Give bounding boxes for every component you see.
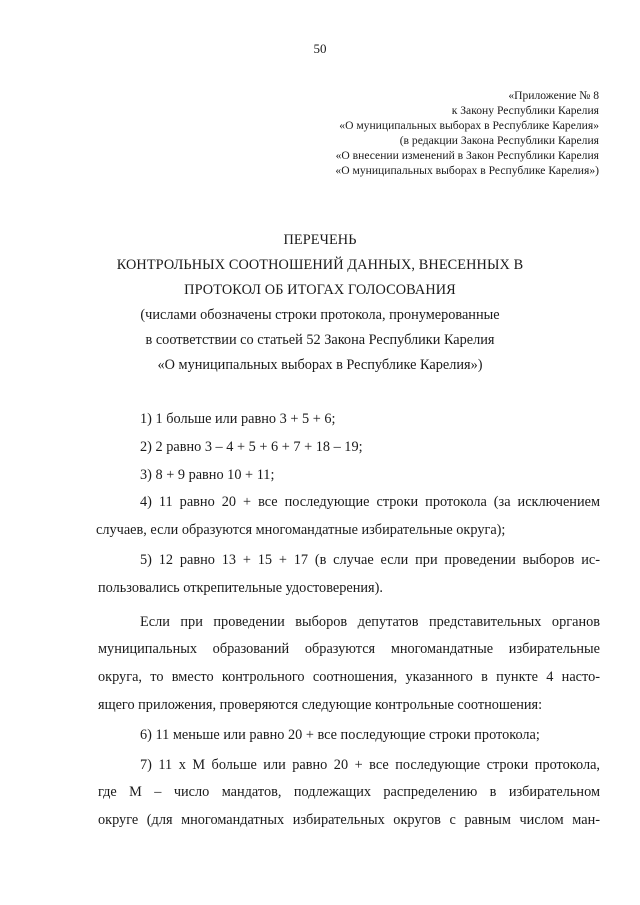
item-text: 5) 12 равно 13 + 15 + 17 (в случае если при проведении выборов ис- [140,551,600,568]
heading-note-line: (числами обозначены строки протокола, пронумерованные [140,307,500,323]
heading-title-line: КОНТРОЛЬНЫХ СООТНОШЕНИЙ ДАННЫХ, ВНЕСЕННЫХ В [116,257,524,273]
list-item-7 [98,752,600,835]
paragraph-line: Если при проведении выборов депутатов представительных органов [140,613,600,630]
heading-title: ПЕРЕЧЕНЬ [283,232,357,248]
item-text: где М – число мандатов, подлежащих распределению в избирательном [98,784,600,801]
paragraph-multimandate [98,609,600,720]
list-item-4 [96,489,600,545]
appendix-line: к Закону Республики Карелия [451,104,599,117]
item-text: округе (для многомандатных избирательных округов с равным числом ман- [98,812,600,829]
heading-note-line: в соответствии со статьей 52 Закона Республики Карелия [145,332,495,348]
item-text: случаев, если образуются многомандатные избирательные округа); [96,522,506,539]
page-number: 50 [313,41,327,56]
list-item-3 [98,462,600,490]
appendix-line: «Приложение № 8 [508,89,599,102]
list-item-5 [98,547,600,603]
heading-title-line: ПРОТОКОЛ ОБ ИТОГАХ ГОЛОСОВАНИЯ [184,282,456,298]
item-text: 4) 11 равно 20 + все последующие строки протокола (за исключением [140,494,600,511]
appendix-reference [335,88,599,178]
appendix-line: «О внесении изменений в Закон Республики Карелия [335,149,599,162]
list-item-1 [98,406,600,434]
item-text: пользовались открепительные удостоверения). [98,579,383,596]
paragraph-line: округа, то вместо контрольного соотношения, указанного в пункте 4 насто- [98,669,600,686]
document-body [98,406,600,835]
item-text: 3) 8 + 9 равно 10 + 11; [140,466,275,483]
document-heading [60,228,580,378]
paragraph-line: ящего приложения, проверяются следующие контрольные соотношения: [98,696,543,713]
list-item-6 [98,722,600,750]
item-text: 7) 11 х М больше или равно 20 + все последующие строки протокола, [140,756,600,773]
appendix-line: «О муниципальных выборах в Республике Карелия» [339,119,599,132]
heading-note-line: «О муниципальных выборах в Республике Карелия») [157,357,483,373]
paragraph-line: муниципальных образований образуются многомандатные избирательные [98,641,600,658]
item-text: 2) 2 равно 3 – 4 + 5 + 6 + 7 + 18 – 19; [140,438,363,455]
appendix-line: (в редакции Закона Республики Карелия [399,134,599,147]
item-text: 6) 11 меньше или равно 20 + все последующие строки протокола; [140,726,540,743]
list-item-2 [98,434,600,462]
item-text: 1) 1 больше или равно 3 + 5 + 6; [140,411,336,427]
appendix-line: «О муниципальных выборах в Республике Карелия») [335,164,599,177]
